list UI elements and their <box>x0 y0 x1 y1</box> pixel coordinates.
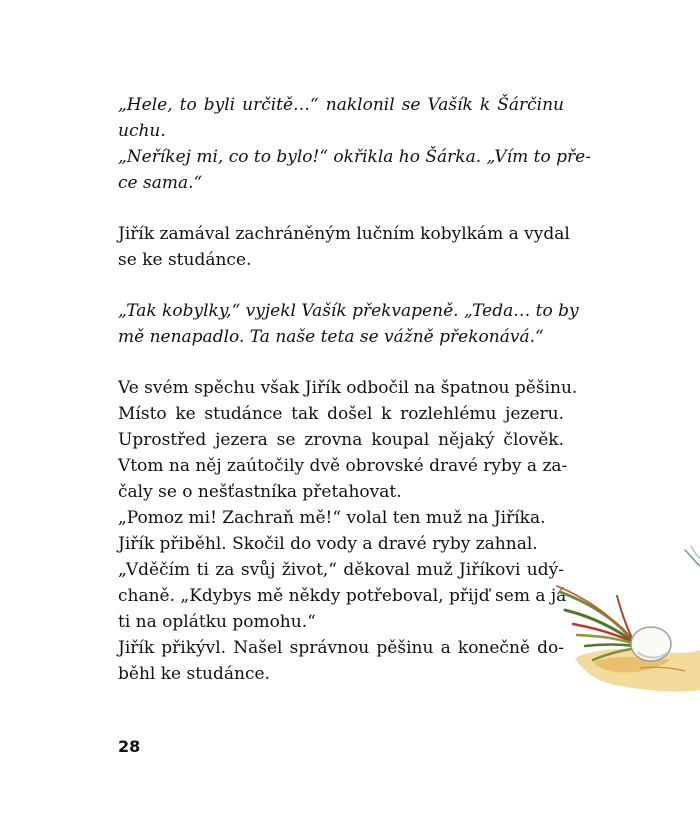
text-line: Jiřík zamával zachráněným lučním kobylkám a vydal <box>118 224 570 244</box>
text-line: „Neříkej mi, co to bylo!“ okřikla ho Šárka. „Vím to pře- <box>118 147 591 167</box>
text-line: „Pomoz mi! Zachraň mě!“ volal ten muž na Jiříka. <box>118 508 546 528</box>
text-line: Jiřík přiběhl. Skočil do vody a dravé ryby zahnal. <box>118 534 538 554</box>
text-line: Místo ke studánce tak došel k rozlehlému jezeru. <box>118 404 564 424</box>
text-line: běhl ke studánce. <box>118 664 270 684</box>
text-line: Ve svém spěchu však Jiřík odbočil na špatnou pěšinu. <box>118 378 578 398</box>
text-line: se ke studánce. <box>118 250 252 270</box>
text-line: ce sama.“ <box>118 173 203 193</box>
text-line: Uprostřed jezera se zrovna koupal nějaký člověk. <box>118 430 564 450</box>
grass-and-stone-illustration <box>545 540 700 700</box>
text-line: Jiřík přikývl. Našel správnou pěšinu a konečně do- <box>118 638 564 658</box>
text-line: uchu. <box>118 121 166 141</box>
text-line: mě nenapadlo. Ta naše teta se vážně překonává.“ <box>118 327 544 347</box>
text-line: „Vděčím ti za svůj život,“ děkoval muž Jiříkovi udý- <box>118 560 564 580</box>
text-line: chaně. „Kdybys mě někdy potřeboval, přijď sem a já <box>118 586 567 606</box>
text-line: Vtom na něj zaútočily dvě obrovské dravé ryby a za- <box>118 456 568 476</box>
page-number: 28 <box>118 737 141 756</box>
text-line: „Hele, to byli určitě…“ naklonil se Vašík k Šárčinu <box>118 95 564 115</box>
text-line: ti na oplátku pomohu.“ <box>118 612 316 632</box>
text-line: čaly se o nešťastníka přetahovat. <box>118 482 402 502</box>
text-line: „Tak kobylky,“ vyjekl Vašík překvapeně. „Teda… to by <box>118 301 579 321</box>
